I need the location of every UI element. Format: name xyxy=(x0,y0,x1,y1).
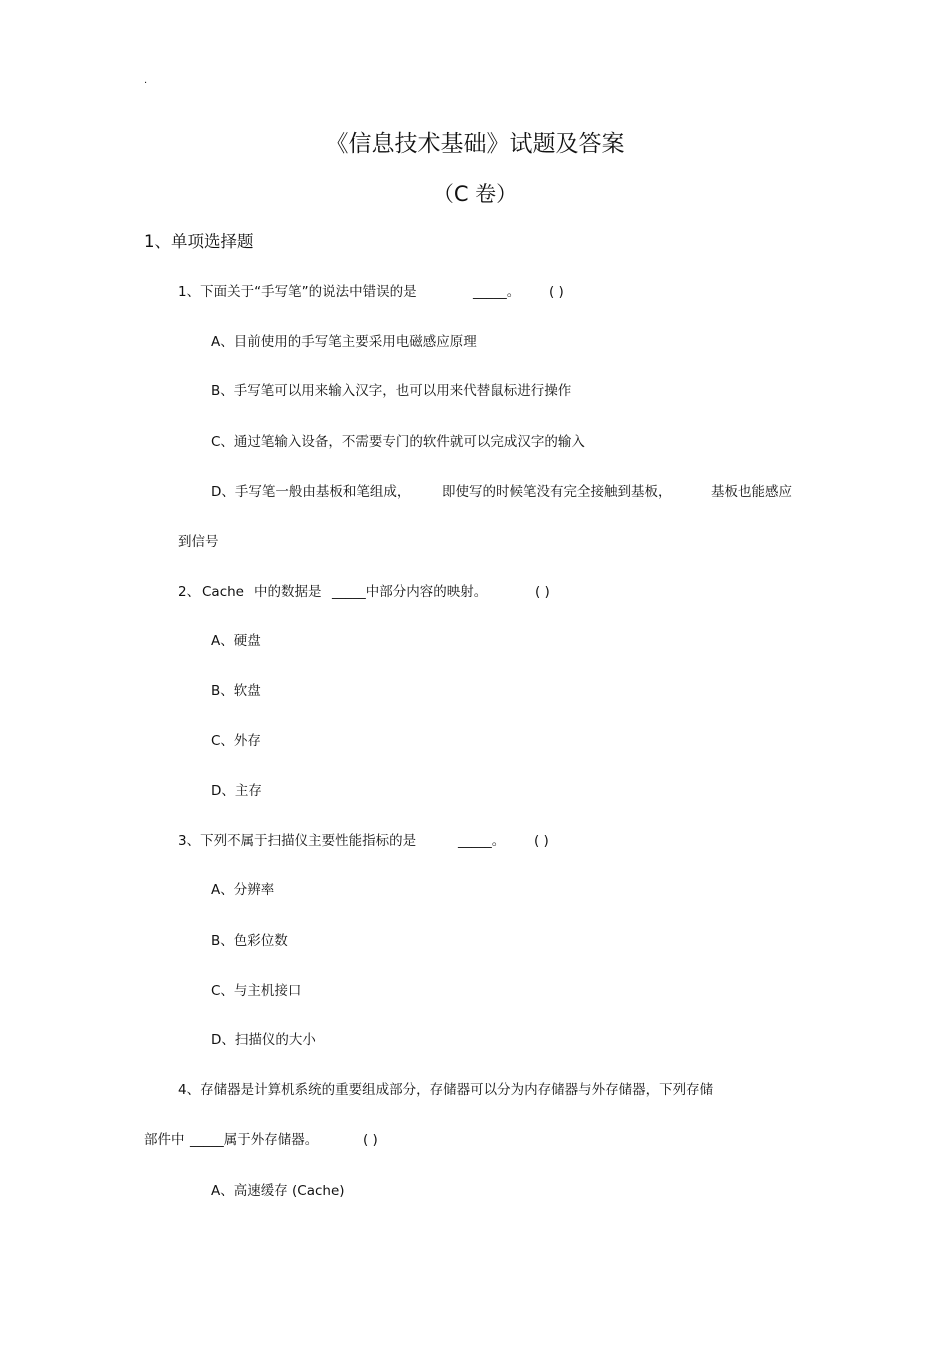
question-text: 下列不属于扫描仪主要性能指标的是 xyxy=(200,833,417,849)
option-a: A、分辨率 xyxy=(211,882,275,898)
document-title: 《信息技术基础》试题及答案 xyxy=(325,131,625,157)
answer-blank: _____。 xyxy=(473,284,521,300)
option-c: C、与主机接口 xyxy=(211,983,302,999)
question-number: 3、 xyxy=(178,833,201,849)
answer-parentheses: ( ) xyxy=(549,284,564,300)
question-number: 1、 xyxy=(178,284,201,300)
question-continuation: 部件中 xyxy=(144,1132,185,1148)
question-text: 存储器是计算机系统的重要组成部分，存储器可以分为内存储器与外存储器，下列存储 xyxy=(200,1082,714,1098)
option-a: A、硬盘 xyxy=(211,633,261,649)
option-c: C、通过笔输入设备，不需要专门的软件就可以完成汉字的输入 xyxy=(211,434,585,450)
option-a: A、高速缓存 (Cache) xyxy=(211,1183,345,1199)
option-b: B、手写笔可以用来输入汉字，也可以用来代替鼠标进行操作 xyxy=(211,383,572,399)
question-number: 2、 xyxy=(178,584,201,600)
answer-blank: _____中部分内容的映射。 xyxy=(332,584,488,600)
question-1-stem xyxy=(178,286,417,300)
option-d-continuation: 到信号 xyxy=(178,534,219,550)
question-3-stem xyxy=(178,835,416,849)
answer-parentheses: ( ) xyxy=(535,584,550,600)
document-subtitle: （C 卷） xyxy=(432,182,518,206)
question-text: 中的数据是 xyxy=(254,584,322,600)
answer-parentheses: ( ) xyxy=(534,833,549,849)
option-d-part-2: 即使写的时候笔没有完全接触到基板， xyxy=(442,484,672,500)
option-c: C、外存 xyxy=(211,733,261,749)
option-d-part-3: 基板也能感应 xyxy=(711,484,792,500)
option-b: B、色彩位数 xyxy=(211,933,288,949)
page-mark: . xyxy=(144,75,148,86)
option-d: D、主存 xyxy=(211,783,262,799)
option-b: B、软盘 xyxy=(211,683,261,699)
question-4-stem xyxy=(178,1084,713,1098)
answer-parentheses: ( ) xyxy=(363,1132,378,1148)
question-term: Cache xyxy=(202,584,244,600)
option-d: D、手写笔一般由基板和笔组成， xyxy=(211,484,411,500)
option-d: D、扫描仪的大小 xyxy=(211,1032,316,1048)
section-heading: 1、单项选择题 xyxy=(144,232,254,251)
answer-blank: _____。 xyxy=(458,833,506,849)
question-number: 4、 xyxy=(178,1082,201,1098)
question-text: 下面关于“手写笔”的说法中错误的是 xyxy=(200,284,417,300)
answer-blank: _____属于外存储器。 xyxy=(190,1132,319,1148)
option-a: A、目前使用的手写笔主要采用电磁感应原理 xyxy=(211,334,477,350)
